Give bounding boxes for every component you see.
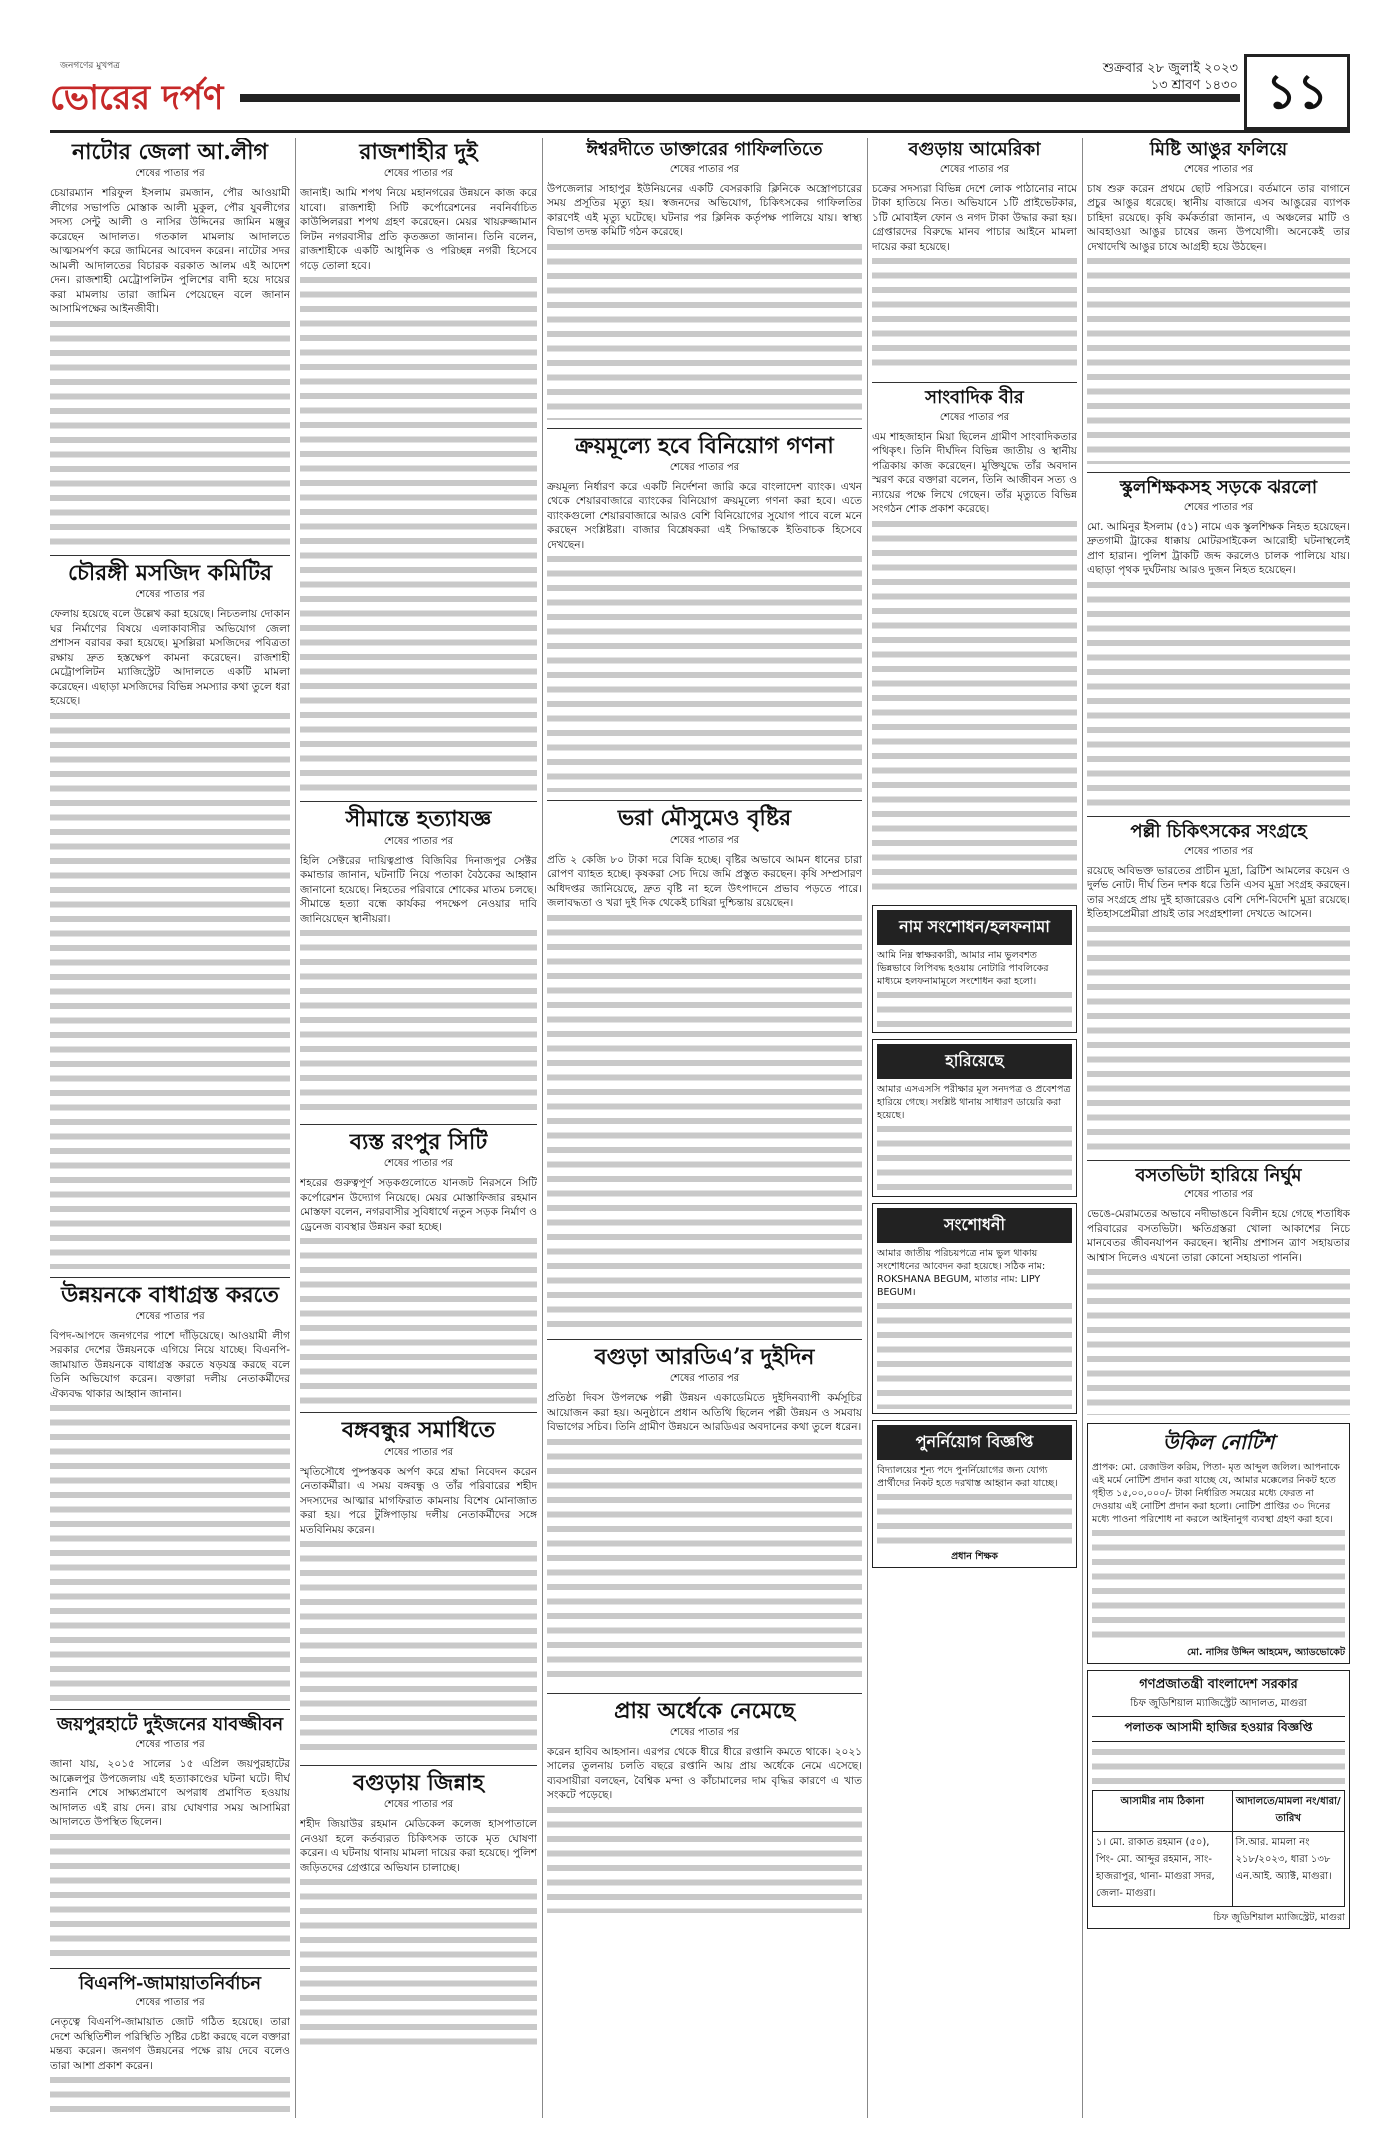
article-body: প্রতিষ্ঠা দিবস উপলক্ষে পল্লী উন্নয়ন একাডেমিতে দুইদিনব্যাপী কর্মসূচির আয়োজন করা হয়। অনুষ্ঠানে প্রধান অতিথি ছিলেন পল্লী উন্নয়ন ও সমবায় বিভাগের সচিব। তিনি গ্রামীণ উন্নয়নে আরডিএর অবদানের কথা তুলে ধরেন। — [547, 1392, 862, 1434]
continued-label: শেষের পাতার পর — [135, 1310, 205, 1322]
article-america — [872, 140, 1077, 374]
rule — [547, 428, 862, 429]
continued-label: শেষের পাতার পর — [669, 1373, 740, 1385]
article-border — [300, 807, 537, 1116]
article-bogura-rda — [547, 1345, 862, 1685]
classified-text: বিদ্যালয়ের শূন্য পদে পুনর্নিয়োগের জন্য যোগ্য প্রার্থীদের নিকট হতে দরখাস্ত আহ্বান করা যাচ্ছে। — [877, 1464, 1058, 1489]
article-body: মো. আমিনুর ইসলাম (৫১) নামে এক স্কুলশিক্ষক নিহত হয়েছেন। দ্রুতগামী ট্রাকের ধাক্কায় মোটরসাইকেল আরোহী ঘটনাস্থলেই প্রাণ হারান। পুলিশ ট্রাকটি জব্দ করলেও চালক পালিয়ে যায়। এছাড়া পৃথক দুর্ঘটনায় আরও দুজন নিহত হয়েছেন। — [1087, 520, 1350, 577]
article-body: জানাই। আমি শপথ নিয়ে মহানগরের উন্নয়নে কাজ করে যাবো। রাজশাহী সিটি কর্পোরেশনের নবনির্বাচিত কাউন্সিলররা শপথ গ্রহণ করেছেন। মেয়র খায়রুজ্জামান লিটন নগরবাসীর প্রতি কৃতজ্ঞতা জানান। তিনি বলেন, রাজশাহীকে একটি আধুনিক ও পরিচ্ছন্ন নগরী হিসেবে গড়ে তোলা হবে। — [300, 187, 537, 272]
column-divider — [1082, 138, 1083, 2118]
continued-label: শেষের পাতার পর — [135, 1739, 205, 1751]
headline: বসতভিটা হারিয়ে নির্ঘুম — [1135, 1164, 1302, 1186]
absconding-accused-table — [1092, 1790, 1345, 1907]
article-body: চেয়ারম্যান শরিফুল ইসলাম রমজান, পৌর আওয়ামী লীগের সভাপতি মোস্তাক আলী মুকুল, পৌর যুবলীগের সদস্য সেন্টু আলী ও নাসির উদ্দিনের জামিন মঞ্জুর করেছেন আদালত। গতকাল মামলায় আদালতে আত্মসমর্পণ করে জামিনের আবেদন করেন। নাটোর সদর আমলী আদালতের বিচারক বরকাত আলম এই আদেশ দেন। রাজশাহী মেট্রোপলিটন পুলিশের বাদী হয়ে দায়ের করা মামলায় তারা জামিন পেয়েছেন বলে জানান আসামিপক্ষের আইনজীবী। — [50, 187, 290, 316]
text-continuation — [50, 709, 290, 1269]
article-body: করেন হাবিব আহসান। এরপর থেকে ধীরে ধীরে রপ্তানি কমতে থাকে। ২০২১ সালের তুলনায় চলতি বছরে রপ্তানি আয় প্রায় অর্ধেকে নেমে এসেছে। ব্যবসায়ীরা বলছেন, বৈশ্বিক মন্দা ও কাঁচামালের দাম বৃদ্ধির কারণে এ খাত সংকটে পড়েছে। — [547, 1745, 862, 1802]
rule — [872, 382, 1077, 383]
rule — [50, 555, 290, 556]
article-body: শহীদ জিয়াউর রহমান মেডিকেল কলেজ হাসপাতালে নেওয়া হলে কর্তব্যরত চিকিৎসক তাকে মৃত ঘোষণা করেন। এ ঘটনায় থানায় মামলা দায়ের করা হয়েছে। পুলিশ জড়িতদের গ্রেপ্তারে অভিযান চালাচ্ছে। — [300, 1818, 537, 1874]
article-journalist — [872, 388, 1077, 897]
headline: জয়পুরহাটে দুইজনের যাবজ্জীবন — [56, 1714, 284, 1736]
text-continuation — [547, 240, 862, 420]
text-continuation — [300, 1234, 537, 1404]
column-divider — [295, 138, 296, 2118]
text-continuation — [872, 517, 1077, 897]
text-continuation — [547, 1803, 862, 1913]
headline: সাংবাদিক বীর — [925, 387, 1024, 409]
headline: বগুড়ায় আমেরিকা — [908, 139, 1041, 160]
column-2 — [300, 138, 537, 2118]
text-continuation — [300, 1875, 537, 2045]
govt-signature: চিফ জুডিশিয়াল ম্যাজিস্ট্রেট, মাগুরা — [1213, 1912, 1345, 1924]
article-natore — [50, 140, 290, 547]
continued-label: শেষের পাতার পর — [1183, 1189, 1254, 1201]
text-continuation — [877, 1122, 1072, 1192]
headline: বগুড়ায় জিন্নাহ — [353, 1770, 484, 1797]
notice-signature: মো. নাসির উদ্দিন আহমেদ, অ্যাডভোকেট — [1187, 1647, 1345, 1659]
classified-text: আমার জাতীয় পরিচয়পত্রে নাম ভুল থাকায় সংশোধনের আবেদন করা হয়েছে। সঠিক নাম: ROKSHANA BEGUM, মাতার নাম: LIPY BEGUM। — [877, 1247, 1046, 1298]
article-body: ক্রয়মূল্য নির্ধারণ করে একটি নির্দেশনা জারি করে বাংলাদেশ ব্যাংক। এখন থেকে শেয়ারবাজারে ব্যাংকের বিনিয়োগ ক্রয়মূল্যে গণনা করা হবে। এতে ব্যাংকগুলো শেয়ারবাজারে আরও বেশি বিনিয়োগের সুযোগ পাবে বলে মনে করছেন সংশ্লিষ্টরা। বাজার বিশ্লেষকরা এই সিদ্ধান্তকে ইতিবাচক হিসেবে দেখছেন। — [547, 480, 862, 551]
article-body: হিলি সেক্টরের দায়িত্বপ্রাপ্ত বিজিবির দিনাজপুর সেক্টর কমান্ডার জানান, ঘটনাটি নিয়ে পতাকা বৈঠকের আহ্বান জানানো হয়েছে। নিহতের পরিবারে শোকের মাতম চলছে। সীমান্তে হত্যা বন্ধে কার্যকর পদক্ষেপ নেওয়ার দাবি জানিয়েছেন স্থানীয়রা। — [300, 854, 537, 925]
article-rural-doctor — [1087, 822, 1350, 1152]
masthead — [50, 58, 1350, 133]
masthead-rule — [240, 94, 1240, 102]
continued-label: শেষের পাতার পর — [669, 163, 740, 175]
text-continuation — [872, 254, 1077, 374]
text-continuation — [50, 317, 290, 547]
headline: রাজশাহীর দুই — [359, 139, 478, 165]
classified-title: হারিয়েছে — [877, 1044, 1072, 1079]
continued-label: শেষের পাতার পর — [669, 461, 740, 473]
article-body: নেতৃত্বে বিএনপি-জামায়াত জোট গঠিত হয়েছে। তারা দেশে অস্থিতিশীল পরিস্থিতি সৃষ্টির চেষ্টা করছে বলে বক্তারা মন্তব্য করেন। জনগণ উন্নয়নের পক্ষে রায় দেবে বলেও তারা আশা প্রকাশ করেন। — [50, 2016, 290, 2072]
article-body: স্মৃতিসৌধে পুষ্পস্তবক অর্পণ করে শ্রদ্ধা নিবেদন করেন নেতাকর্মীরা। এ সময় বঙ্গবন্ধু ও তাঁর পরিবারের শহীদ সদস্যদের আত্মার মাগফিরাত কামনায় বিশেষ মোনাজাত করা হয়। পরে টুঙ্গিপাড়ায় দলীয় নেতাকর্মীদের সঙ্গে মতবিনিময় করেন। — [300, 1465, 537, 1536]
continued-label: শেষের পাতার পর — [135, 589, 205, 601]
article-homeless — [1087, 1166, 1350, 1416]
page-number: ১১ — [1244, 54, 1350, 130]
rule — [1087, 472, 1350, 473]
issue-date — [1103, 60, 1238, 94]
rule — [1087, 816, 1350, 817]
headline: নাটোর জেলা আ.লীগ — [72, 139, 268, 165]
rule — [50, 1709, 290, 1710]
continued-label: শেষের পাতার পর — [135, 1997, 205, 2009]
text-continuation — [547, 1435, 862, 1685]
article-school-teacher — [1087, 478, 1350, 808]
headline: বিএনপি-জামায়াতনির্বাচন — [79, 1972, 261, 1994]
article-rajshahi — [300, 140, 537, 793]
article-halved — [547, 1699, 862, 1913]
headline: বঙ্গবন্ধুর সমাধিতে — [341, 1417, 496, 1444]
issue-date-gregorian: শুক্রবার ২৮ জুলাই ২০২৩ — [1102, 61, 1238, 76]
headline: স্কুলশিক্ষকসহ সড়কে ঝরলো — [1119, 477, 1318, 499]
text-continuation — [1092, 1526, 1345, 1646]
headline: ভরা মৌসুমেও বৃষ্টির — [617, 805, 792, 832]
headline: ঈশ্বরদীতে ডাক্তারের গাফিলতিতে — [586, 139, 823, 160]
article-monsoon — [547, 806, 862, 1330]
text-continuation — [547, 552, 862, 792]
text-continuation — [1087, 1265, 1350, 1415]
text-continuation — [877, 1299, 1072, 1409]
column-1 — [50, 138, 290, 2118]
text-continuation — [1092, 1745, 1345, 1790]
headline: উন্নয়নকে বাধাগ্রস্ত করতে — [61, 1281, 279, 1308]
article-body: চক্রের সদস্যরা বিভিন্ন দেশে লোক পাঠানোর নামে টাকা হাতিয়ে নিত। অভিযানে ১টি প্রাইভেটকার, ১টি মোবাইল ফোন ও নগদ টাকা উদ্ধার করা হয়। গ্রেপ্তারদের বিরুদ্ধে মানব পাচার আইনে মামলা দায়ের করা হয়েছে। — [872, 182, 1077, 253]
headline: চৌরঙ্গী মসজিদ কমিটির — [68, 559, 272, 586]
article-ishwardi — [547, 140, 862, 420]
continued-label: শেষের পাতার পর — [1183, 501, 1254, 513]
text-continuation — [877, 988, 1072, 1028]
article-body: চাষ শুরু করেন প্রথমে ছোট পরিসরে। বর্তমানে তার বাগানে প্রচুর আঙুর ধরেছে। স্থানীয় বাজারে এসব আঙুরের ব্যাপক চাহিদা রয়েছে। কৃষি কর্মকর্তারা জানান, এ অঞ্চলের মাটি ও আবহাওয়া আঙুর চাষের জন্য উপযোগী। অনেকেই তার দেখাদেখি আঙুর চাষে আগ্রহী হয়ে উঠছেন। — [1087, 182, 1350, 253]
headline: ক্রয়মূল্যে হবে বিনিয়োগ গণনা — [575, 432, 834, 459]
table-row — [1093, 1832, 1345, 1907]
rule — [300, 1124, 537, 1125]
text-continuation — [300, 273, 537, 793]
continued-label: শেষের পাতার পর — [135, 168, 205, 180]
text-continuation — [300, 1537, 537, 1757]
article-body: ফেলায় হয়েছে বলে উল্লেখ করা হয়েছে। নিচতলায় দোকান ঘর নির্মাণের বিষয়ে এলাকাবাসীর অভিযোগ জেলা প্রশাসন বরাবর করা হয়েছে। মুসল্লিরা মসজিদের পবিত্রতা রক্ষায় দ্রুত হস্তক্ষেপ কামনা করেছেন। রাজশাহী মেট্রোপলিটন ম্যাজিস্ট্রেট আদালতে একটি মামলা করেছেন। এছাড়া মসজিদের বিভিন্ন সমস্যার কথা তুলে ধরা হয়েছে। — [50, 608, 290, 708]
article-joypurhat — [50, 1715, 290, 1959]
continued-label: শেষের পাতার পর — [939, 411, 1010, 423]
article-chouranggi-mosque — [50, 561, 290, 1269]
article-development — [50, 1283, 290, 1702]
continued-label: শেষের পাতার পর — [669, 1726, 740, 1738]
article-bogura-jinnah — [300, 1771, 537, 2045]
headline: মিষ্টি আঙুর ফলিয়ে — [1149, 139, 1288, 160]
notice-title: উকিল নোটিশ — [1162, 1430, 1275, 1455]
headline: বগুড়া আরডিএ’র দুইদিন — [594, 1343, 815, 1370]
classified-title: সংশোধনী — [877, 1208, 1072, 1243]
rule — [50, 1968, 290, 1969]
continued-label: শেষের পাতার পর — [383, 1799, 454, 1811]
classified-text: আমার এসএসসি পরীক্ষার মূল সনদপত্র ও প্রবেশপত্র হারিয়ে গেছে। সংশ্লিষ্ট থানায় সাধারণ ডায়েরি করা হয়েছে। — [877, 1083, 1071, 1121]
issue-date-bengali: ১৩ শ্রাবণ ১৪৩০ — [1150, 78, 1238, 93]
headline: প্রায় অর্ধেকে নেমেছে — [614, 1697, 795, 1724]
article-investment — [547, 434, 862, 793]
classified-reappointment — [872, 1420, 1077, 1568]
classified-correction — [872, 1203, 1077, 1414]
article-body: প্রতি ২ কেজি ৮০ টাকা দরে বিক্রি হচ্ছে। বৃষ্টির অভাবে আমন ধানের চারা রোপণ ব্যাহত হচ্ছে। কৃষকরা সেচ দিয়ে জমি প্রস্তুত করছেন। কৃষি সম্প্রসারণ অধিদপ্তর জানিয়েছে, দ্রুত বৃষ্টি না হলে উৎপাদনে প্রভাব পড়তে পারে। জলাবদ্ধতা ও খরা দুই দিক থেকেই চাষিরা দুশ্চিন্তায় রয়েছেন। — [547, 853, 862, 910]
table-cell: সি.আর. মামলা নং ২১৮/২০২৩, ধারা ১৩৮ এন.আই. অ্যাক্ট, মাগুরা। — [1232, 1832, 1344, 1907]
text-continuation — [50, 1401, 290, 1701]
article-body: বিপদ-আপদে জনগণের পাশে দাঁড়িয়েছে। আওয়ামী লীগ সরকার দেশের উন্নয়নকে এগিয়ে নিয়ে যাচ্ছে। বিএনপি-জামায়াত উন্নয়নকে বাধাগ্রস্ত করতে ষড়যন্ত্র করছে বলে তিনি অভিযোগ করেন। বক্তারা দলীয় নেতাকর্মীদের ঐক্যবদ্ধ থাকার আহ্বান জানান। — [50, 1329, 290, 1400]
rule — [300, 1412, 537, 1413]
rule — [50, 1277, 290, 1278]
table-header-row — [1093, 1791, 1345, 1832]
article-bangabandhu — [300, 1418, 537, 1757]
classified-lost — [872, 1039, 1077, 1197]
article-bnp-jamaat — [50, 1974, 290, 2118]
text-continuation — [300, 926, 537, 1116]
rule — [1087, 1160, 1350, 1161]
govt-title: গণপ্রজাতন্ত্রী বাংলাদেশ সরকার — [1139, 1677, 1298, 1693]
continued-label: শেষের পাতার পর — [669, 834, 740, 846]
article-body: ভেঙে-মেরামতের অভাবে নদীভাঙনে বিলীন হয়ে গেছে শতাধিক পরিবারের বসতভিটা। ক্ষতিগ্রস্তরা খোলা আকাশের নিচে মানবেতর জীবনযাপন করছেন। স্থানীয় প্রশাসন ত্রাণ সহায়তার আশ্বাস দিলেও এখনো তারা কোনো সহায়তা পাননি। — [1087, 1208, 1350, 1264]
classified-title: নাম সংশোধন/হলফনামা — [877, 910, 1072, 945]
headline: পল্লী চিকিৎসকের সংগ্রহে — [1130, 820, 1307, 842]
text-continuation — [877, 1490, 1072, 1550]
lawyer-notice — [1087, 1423, 1350, 1664]
govt-notice-title: পলাতক আসামী হাজির হওয়ার বিজ্ঞপ্তি — [1092, 1716, 1345, 1742]
classified-title: পুনর্নিয়োগ বিজ্ঞপ্তি — [877, 1425, 1072, 1460]
logo-tagline: জনগণের মুখপত্র — [60, 61, 120, 71]
continued-label: শেষের পাতার পর — [383, 1158, 454, 1170]
govt-subtitle: চিফ জুডিশিয়াল ম্যাজিস্ট্রেট আদালত, মাগুরা — [1130, 1698, 1307, 1710]
continued-label: শেষের পাতার পর — [939, 163, 1010, 175]
text-continuation — [1087, 578, 1350, 808]
column-divider — [542, 138, 543, 2118]
text-continuation — [1087, 254, 1350, 464]
table-header: আসামীর নাম ঠিকানা — [1093, 1791, 1233, 1832]
article-body: এম শাহজাহান মিয়া ছিলেন গ্রামীণ সাংবাদিকতার পথিকৃৎ। তিনি দীর্ঘদিন বিভিন্ন জাতীয় ও স্থানীয় পত্রিকায় কাজ করেছেন। মুক্তিযুদ্ধে তাঁর অবদান স্মরণ করে বক্তারা বলেন, তিনি আজীবন সত্য ও ন্যায়ের পক্ষে লিখে গেছেন। তাঁর মৃত্যুতে বিভিন্ন সংগঠন শোক প্রকাশ করেছে। — [872, 430, 1077, 516]
article-body: শহরের গুরুত্বপূর্ণ সড়কগুলোতে যানজট নিরসনে সিটি কর্পোরেশন উদ্যোগ নিয়েছে। মেয়র মোস্তাফিজার রহমান মোস্তফা বলেন, নগরবাসীর সুবিধার্থে নতুন সড়ক নির্মাণ ও ড্রেনেজ ব্যবস্থার উন্নয়ন করা হচ্ছে। — [300, 1177, 537, 1233]
continued-label: শেষের পাতার পর — [383, 168, 454, 180]
rule — [300, 801, 537, 802]
government-notice — [1087, 1670, 1350, 1929]
notice-text: প্রাপক: মো. রেজাউল করিম, পিতা- মৃত আব্দুল জলিল। আপনাকে এই মর্মে নোটিশ প্রদান করা যাচ্ছে যে, আমার মক্কেলের নিকট হতে গৃহীত ১৫,০০,০০০/- টাকা নির্ধারিত সময়ের মধ্যে ফেরত না দেওয়ায় এই নোটিশ প্রদান করা হলো। নোটিশ প্রাপ্তির ৩০ দিনের মধ্যে পাওনা পরিশোধ না করলে আইনানুগ ব্যবস্থা গ্রহণ করা হবে। — [1092, 1462, 1340, 1526]
rule — [547, 1339, 862, 1340]
headline: ব্যস্ত রংপুর সিটি — [349, 1129, 488, 1156]
article-body: উপজেলার সাহাপুর ইউনিয়নের একটি বেসরকারি ক্লিনিকে অস্ত্রোপচারের সময় প্রসূতির মৃত্যু হয়। স্বজনদের অভিযোগ, চিকিৎসকের গাফিলতির কারণেই এই মৃত্যু ঘটেছে। ঘটনার পর ক্লিনিক কর্তৃপক্ষ পালিয়ে যায়। স্বাস্থ্য বিভাগ তদন্ত কমিটি গঠন করেছে। — [547, 182, 862, 239]
continued-label: শেষের পাতার পর — [1183, 163, 1254, 175]
column-3 — [547, 138, 862, 2118]
column-5 — [1087, 138, 1350, 2118]
column-4 — [872, 138, 1077, 2118]
rule — [300, 1765, 537, 1766]
article-rangpur — [300, 1130, 537, 1404]
text-continuation — [50, 2073, 290, 2118]
article-body: রয়েছে অবিভক্ত ভারতের প্রাচীন মুদ্রা, ব্রিটিশ আমলের কয়েন ও দুর্লভ নোট। দীর্ঘ তিন দশক ধরে তিনি এসব মুদ্রা সংগ্রহ করছেন। তার সংগ্রহে প্রায় দুই হাজারেরও বেশি দেশি-বিদেশি মুদ্রা রয়েছে। ইতিহাসপ্রেমীরা প্রায়ই তার সংগ্রহশালা দেখতে আসেন। — [1087, 864, 1350, 921]
continued-label: শেষের পাতার পর — [383, 835, 454, 847]
continued-label: শেষের পাতার পর — [383, 1446, 454, 1458]
rule — [547, 1693, 862, 1694]
classified-signature: প্রধান শিক্ষক — [951, 1550, 998, 1562]
article-body: জানা যায়, ২০১৫ সালের ১৫ এপ্রিল জয়পুরহাটের আক্কেলপুর উপজেলায় এই হত্যাকাণ্ডের ঘটনা ঘটে। দীর্ঘ শুনানি শেষে সাক্ষ্যপ্রমাণে অপরাধ প্রমাণিত হওয়ায় আদালত এই রায় দেন। রায় ঘোষণার সময় আসামিরা আদালতে উপস্থিত ছিলেন। — [50, 1758, 290, 1829]
logo-name: ভোরের দর্পণ — [50, 78, 224, 118]
rule — [547, 800, 862, 801]
table-header: আদালতে/মামলা নং/ধারা/তারিখ — [1232, 1791, 1344, 1832]
text-continuation — [547, 911, 862, 1331]
headline: সীমান্তে হত্যাযজ্ঞ — [345, 806, 492, 833]
text-continuation — [1087, 922, 1350, 1152]
table-cell: ১। মো. রাকাত রহমান (৫০), পিং- মো. আব্দুর রহমান, সাং- হাজরাপুর, থানা- মাগুরা সদর, জেলা- মাগুরা। — [1093, 1832, 1233, 1907]
column-divider — [867, 138, 868, 2118]
article-grape — [1087, 140, 1350, 464]
newspaper-logo — [50, 58, 224, 124]
continued-label: শেষের পাতার পর — [1183, 845, 1254, 857]
text-continuation — [50, 1830, 290, 1960]
classified-name-correction — [872, 905, 1077, 1033]
classified-text: আমি নিম্ন স্বাক্ষরকারী, আমার নাম ভুলবশত ভিন্নভাবে লিপিবদ্ধ হওয়ায় নোটারি পাবলিকের মাধ্যমে হলফনামামূলে সংশোধন করা হলো। — [877, 949, 1049, 987]
